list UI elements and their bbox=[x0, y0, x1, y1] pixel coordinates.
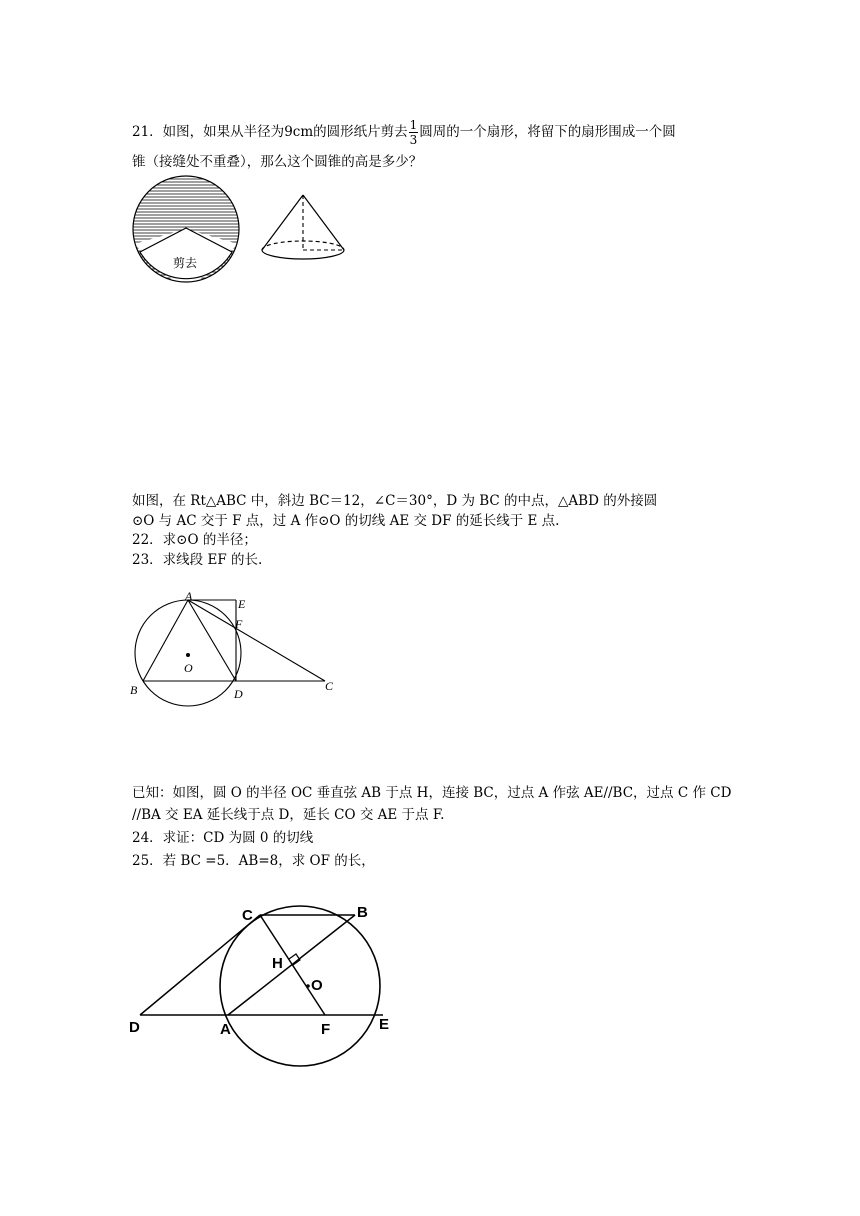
label-F: F bbox=[235, 617, 243, 631]
label-A2: A bbox=[220, 1021, 231, 1038]
q21-text-a: 21．如图，如果从半径为 bbox=[132, 124, 285, 140]
label-H: H bbox=[272, 955, 283, 972]
q24-text: 24．求证：CD 为圆 0 的切线 bbox=[132, 830, 314, 846]
label-C2: C bbox=[242, 907, 253, 924]
triangle-circle-figure bbox=[125, 588, 340, 710]
q21-text-c: 的圆形纸片剪去 bbox=[313, 124, 408, 140]
label-B: B bbox=[130, 683, 138, 697]
q21-text-d: 圆周的一个扇形，将留下的扇形围成一个圆 bbox=[419, 124, 676, 140]
label-D: D bbox=[234, 687, 243, 701]
cut-circle-figure bbox=[128, 172, 248, 290]
cone-figure bbox=[258, 192, 348, 264]
label-E: E bbox=[238, 597, 246, 611]
label-D2: D bbox=[129, 1019, 140, 1036]
q21-line2: 锥（接缝处不重叠），那么这个圆锥的高是多少？ bbox=[132, 154, 423, 170]
q25-text: 25．若 BC =5．AB=8，求 OF 的长， bbox=[132, 853, 375, 869]
circle-chord-figure bbox=[125, 895, 410, 1070]
q22-intro-line2: ⊙O 与 AC 交于 F 点，过 A 作⊙O 的切线 AE 交 DF 的延长线于 E 点. bbox=[132, 513, 560, 529]
q24-intro-line1: 已知：如图，圆 O 的半径 OC 垂直弦 AB 于点 H，连接 BC，过点 A 作弦 AE//BC，过点 C 作 CD bbox=[132, 785, 732, 801]
label-F2: F bbox=[321, 1021, 331, 1038]
label-E2: E bbox=[379, 1016, 390, 1033]
label-O2: O bbox=[311, 977, 323, 994]
label-O: O bbox=[184, 661, 193, 675]
fraction-numerator: 1 bbox=[409, 118, 418, 132]
label-B2: B bbox=[357, 904, 368, 921]
cut-label: 剪去 bbox=[173, 256, 198, 270]
one-third-fraction bbox=[409, 118, 419, 147]
q23-text: 23．求线段 EF 的长. bbox=[132, 552, 263, 568]
q21-text-b: 9cm bbox=[284, 124, 314, 140]
q21-line1 bbox=[132, 118, 676, 147]
label-C: C bbox=[325, 679, 334, 693]
q24-intro-line2: //BA 交 EA 延长线于点 D，延长 CO 交 AE 于点 F. bbox=[132, 807, 445, 823]
center-dot bbox=[186, 653, 190, 657]
fraction-denominator: 3 bbox=[409, 133, 418, 147]
label-A: A bbox=[185, 589, 193, 603]
q22-text: 22．求⊙O 的半径； bbox=[132, 532, 257, 548]
q22-intro-line1: 如图，在 Rt△ABC 中，斜边 BC＝12，∠C＝30°，D 为 BC 的中点，△ABD 的外接圆 bbox=[132, 493, 658, 509]
